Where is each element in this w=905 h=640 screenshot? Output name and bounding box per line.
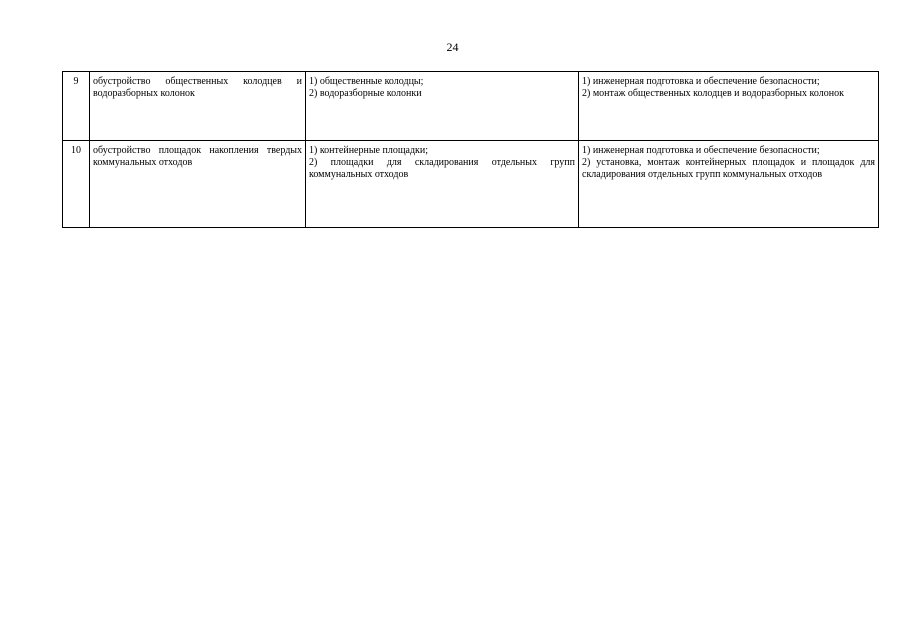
work-item: 1) инженерная подготовка и обеспечение безопасности;	[582, 145, 820, 156]
row-works-cell	[579, 72, 879, 141]
content-table	[62, 71, 879, 228]
page-number: 24	[446, 40, 459, 54]
row-number-cell: 9	[63, 72, 90, 141]
work-item: 1) инженерная подготовка и обеспечение безопасности;	[582, 76, 820, 87]
table-row	[63, 72, 879, 141]
element-item: 2) площадки для складирования отдельных групп коммунальных отходов	[309, 157, 575, 180]
row-elements-cell	[306, 72, 579, 141]
element-item: 1) контейнерные площадки;	[309, 145, 429, 156]
row-name-cell: обустройство общественных колодцев и водоразборных колонок	[90, 72, 306, 141]
row-number-cell: 10	[63, 141, 90, 228]
element-item: 2) водоразборные колонки	[309, 88, 422, 99]
row-elements-cell	[306, 141, 579, 228]
work-item: 2) монтаж общественных колодцев и водоразборных колонок	[582, 88, 844, 99]
row-works-cell	[579, 141, 879, 228]
element-item: 1) общественные колодцы;	[309, 76, 424, 87]
row-name-cell: обустройство площадок накопления твердых коммунальных отходов	[90, 141, 306, 228]
table-row	[63, 141, 879, 228]
work-item: 2) установка, монтаж контейнерных площадок и площадок для складирования отдельных групп коммунальных отходов	[582, 157, 875, 180]
